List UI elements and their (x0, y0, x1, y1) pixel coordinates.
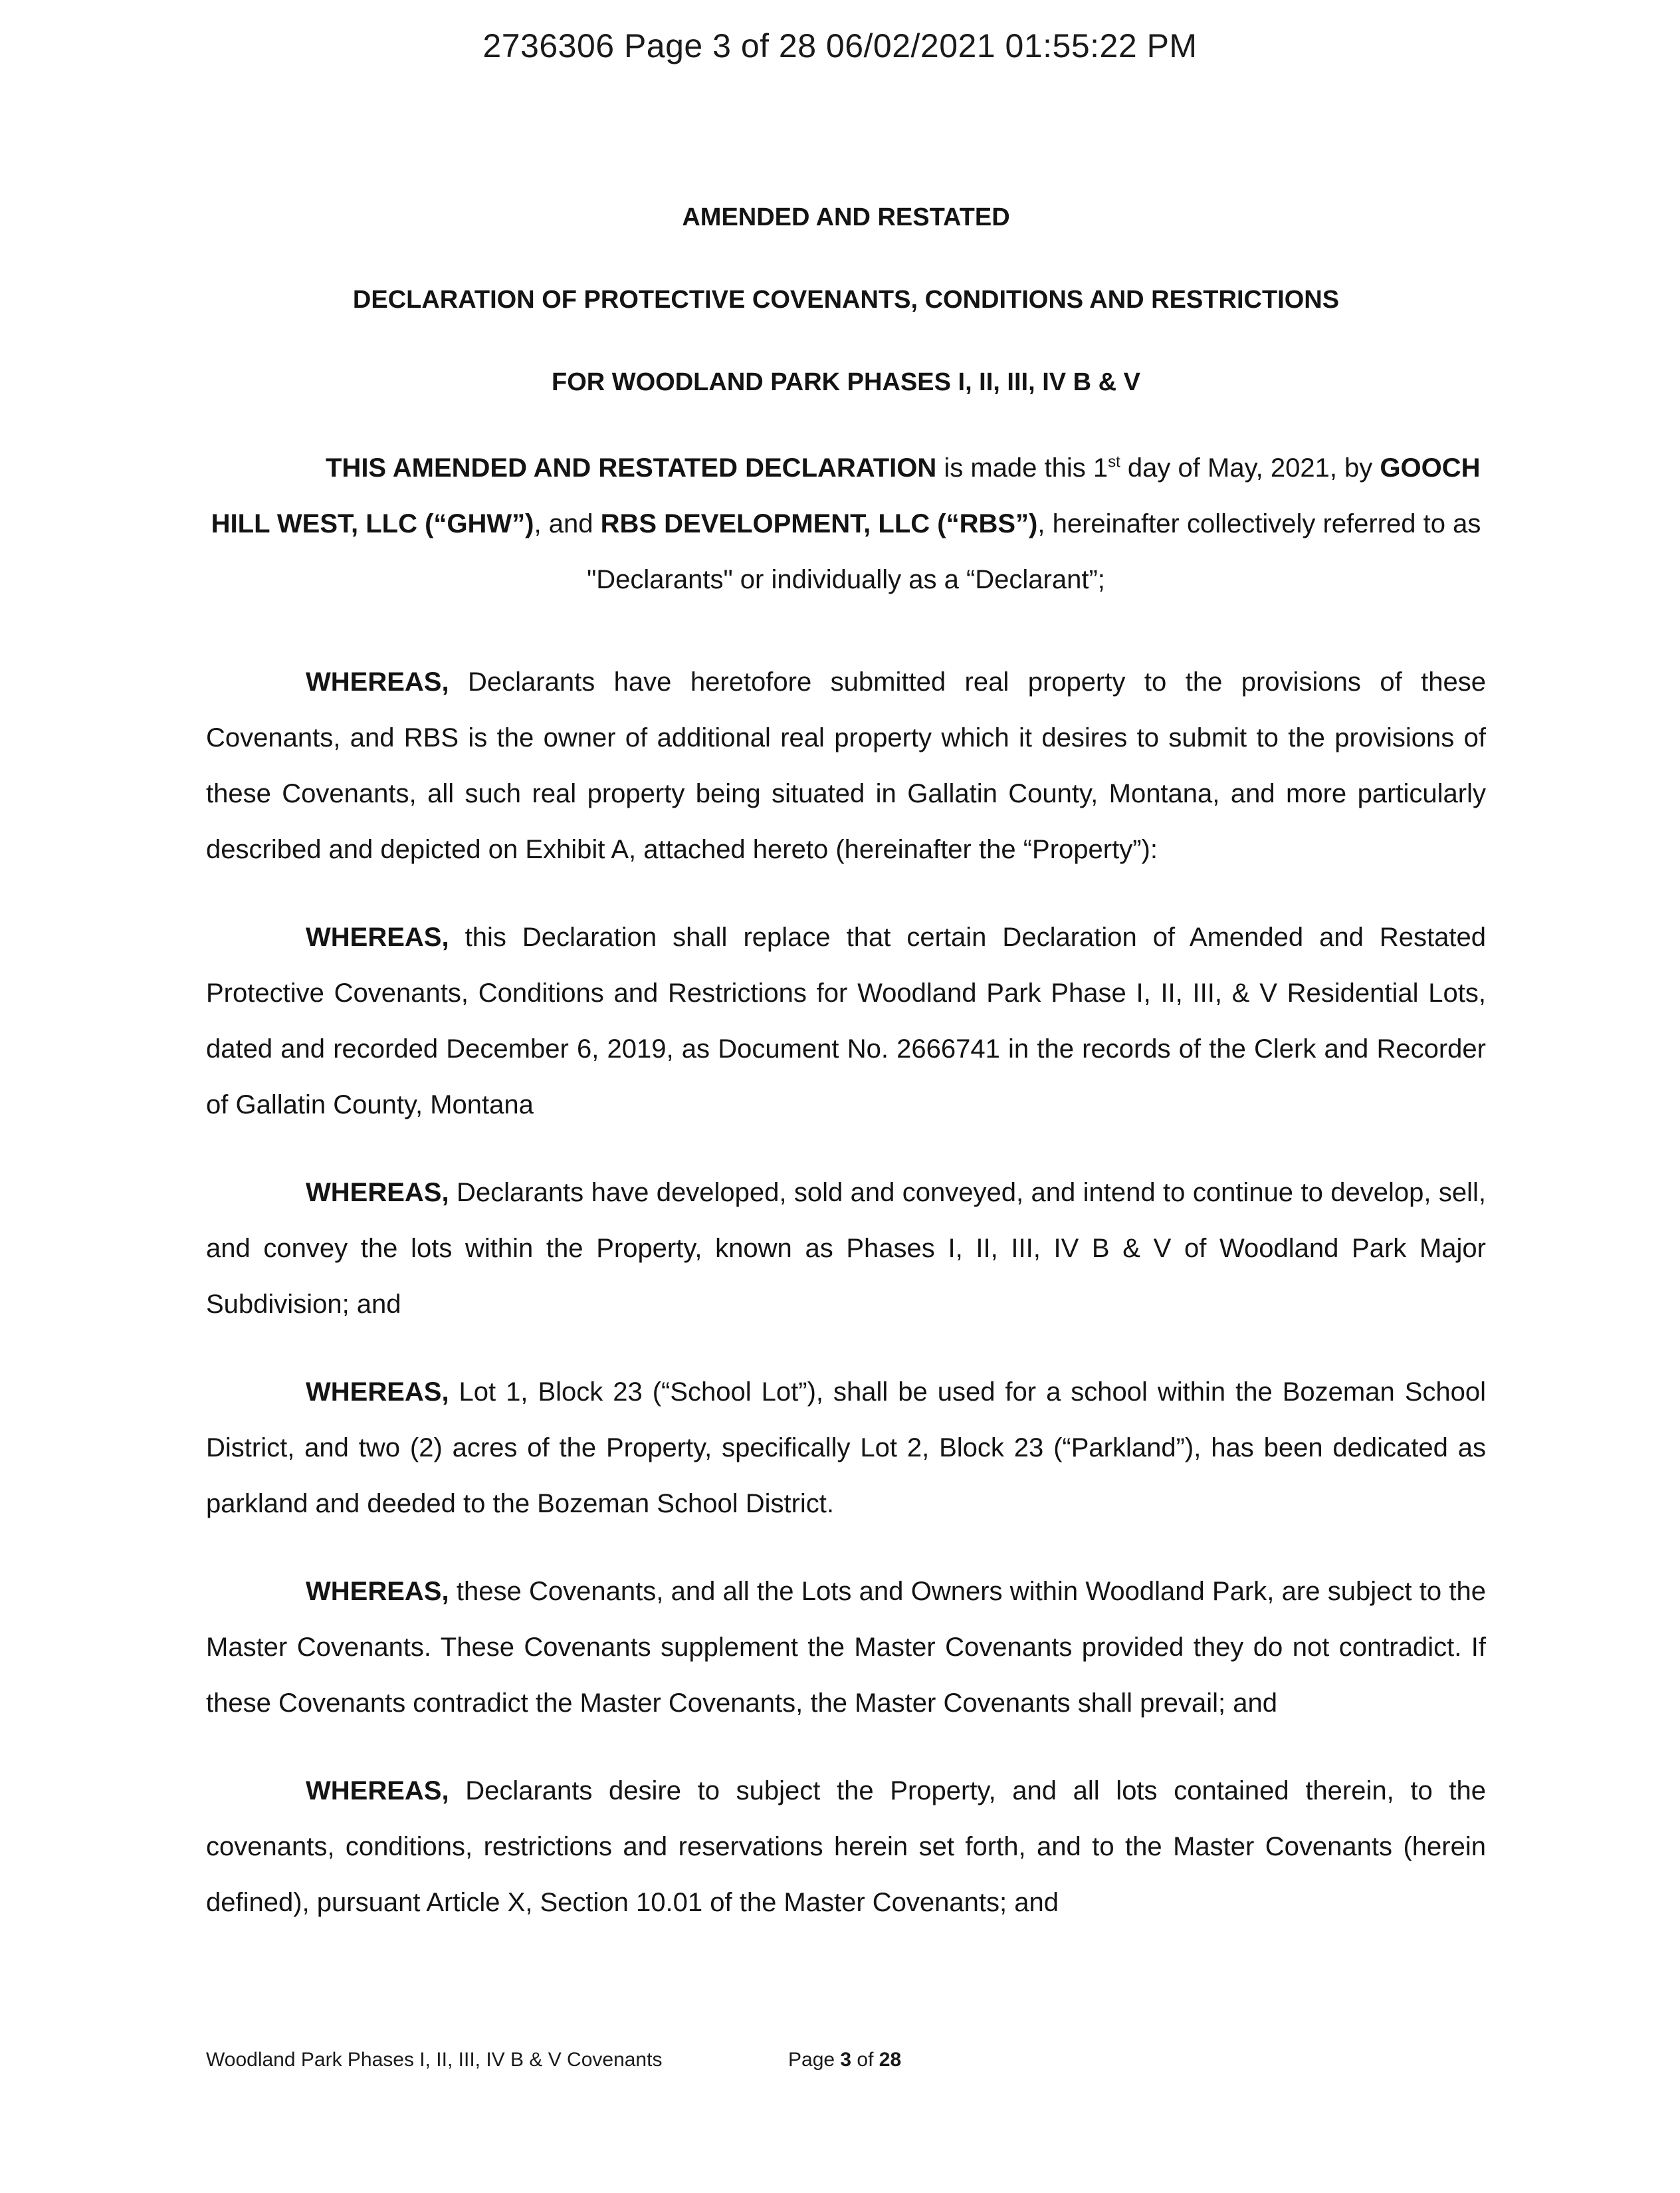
whereas-lead: WHEREAS, (306, 1178, 449, 1207)
footer-page-number (788, 2049, 901, 2071)
whereas-text: Declarants have developed, sold and conveyed, and intend to continue to develop, sell, and convey the lots within the Property, known as Phases I, II, III, IV B & V of Woodland Park Major Subdivision; and (206, 1178, 1486, 1319)
recording-stamp: 2736306 Page 3 of 28 06/02/2021 01:55:22 PM (482, 27, 1198, 64)
intro-bold-declaration: THIS AMENDED AND RESTATED DECLARATION (326, 453, 937, 483)
intro-line-1 (206, 440, 1486, 496)
whereas-paragraph-1 (206, 654, 1486, 877)
whereas-paragraph-4 (206, 1364, 1486, 1532)
intro-line-2 (211, 509, 1481, 594)
document-page (206, 193, 1486, 1930)
whereas-lead: WHEREAS, (306, 923, 449, 952)
whereas-text: this Declaration shall replace that certain Declaration of Amended and Restated Protective Covenants, Conditions and Restrictions for Woodland Park Phase I, II, III, & V Residential Lots, dated and recorded December 6, 2019, as Document No. 2666741 in the records of the Clerk and Recorder of Gallatin County, Montana (206, 923, 1486, 1119)
heading-amended-restated: AMENDED AND RESTATED (682, 203, 1010, 231)
whereas-lead: WHEREAS, (306, 667, 449, 697)
intro-bold-gooch: GOOCH (1380, 453, 1481, 483)
footer-page-prefix: Page (788, 2049, 841, 2071)
whereas-paragraph-3 (206, 1165, 1486, 1332)
whereas-lead: WHEREAS, (306, 1577, 449, 1606)
intro-bold-ghw: HILL WEST, LLC (“GHW”) (211, 509, 534, 538)
footer-title: Woodland Park Phases I, II, III, IV B & V Covenants (206, 2049, 663, 2071)
intro-bold-rbs: RBS DEVELOPMENT, LLC (“RBS”) (600, 509, 1038, 538)
whereas-lead: WHEREAS, (306, 1776, 449, 1805)
intro-superscript: st (1108, 453, 1120, 471)
intro-text-4: , hereinafter collectively referred to as "Declarants" or individually as a “Declarant”; (587, 509, 1481, 594)
whereas-paragraph-6 (206, 1763, 1486, 1930)
whereas-text: Declarants desire to subject the Property, and all lots contained therein, to the covenants, conditions, restrictions and reservations herein set forth, and to the Master Covenants (herein defined), pursuant Article X, Section 10.01 of the Master Covenants; and (206, 1776, 1486, 1917)
whereas-text: Declarants have heretofore submitted real property to the provisions of these Covenants, and RBS is the owner of additional real property which it desires to submit to the provisions of these Covenants, all such real property being situated in Gallatin County, Montana, and more particularly described and depicted on Exhibit A, attached hereto (hereinafter the “Property”): (206, 667, 1486, 864)
footer-page-current: 3 (840, 2049, 852, 2071)
intro-text-2: day of May, 2021, by (1120, 453, 1380, 483)
heading-declaration: DECLARATION OF PROTECTIVE COVENANTS, CONDITIONS AND RESTRICTIONS (352, 286, 1340, 314)
footer-page-of: of (851, 2049, 879, 2071)
page-footer (206, 2049, 1003, 2071)
footer-page-total: 28 (879, 2049, 902, 2071)
intro-text-3: , and (534, 509, 601, 538)
intro-text-1: is made this 1 (936, 453, 1108, 483)
whereas-paragraph-2 (206, 909, 1486, 1133)
intro-paragraph (206, 440, 1486, 608)
whereas-text: these Covenants, and all the Lots and Owners within Woodland Park, are subject to the Master Covenants. These Covenants supplement the Master Covenants provided they do not contradict. If these Covenants contradict the Master Covenants, the Master Covenants shall prevail; and (206, 1577, 1486, 1718)
whereas-lead: WHEREAS, (306, 1377, 449, 1407)
whereas-paragraph-5 (206, 1563, 1486, 1731)
whereas-text: Lot 1, Block 23 (“School Lot”), shall be used for a school within the Bozeman School District, and two (2) acres of the Property, specifically Lot 2, Block 23 (“Parkland”), has been dedicated as parkland and deeded to the Bozeman School District. (206, 1377, 1486, 1518)
heading-woodland-park-phases: FOR WOODLAND PARK PHASES I, II, III, IV B & V (551, 368, 1141, 396)
